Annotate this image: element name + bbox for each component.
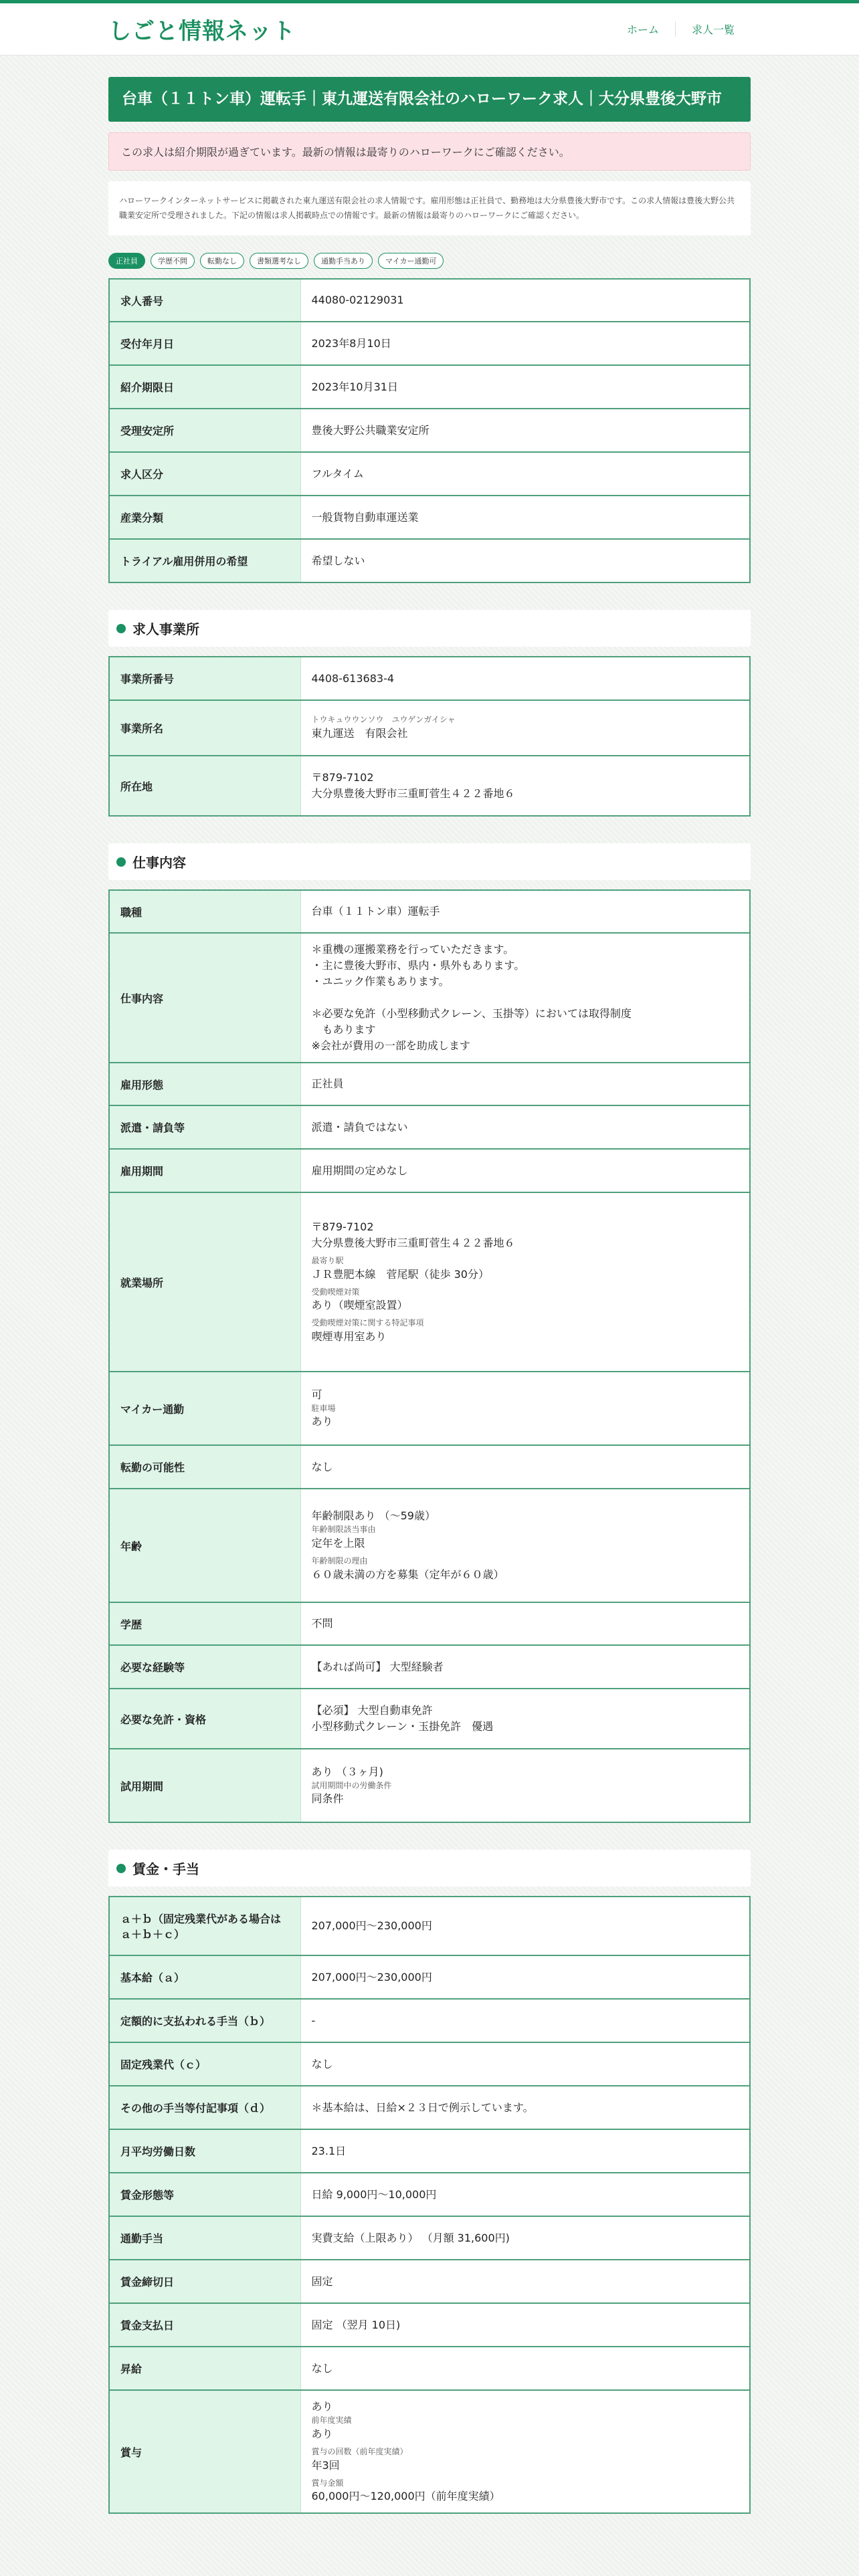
period-value: 雇用期間の定めなし (300, 1149, 750, 1192)
table-row (109, 2260, 750, 2303)
station-value: ＪＲ豊肥本線 菅尾駅（徒歩 30分） (311, 1267, 489, 1281)
row-label: 賃金締切日 (109, 2260, 300, 2303)
bullet-icon (116, 624, 126, 633)
feature-tags (108, 253, 751, 269)
tag-no-document-screening: 書類選考なし (250, 253, 308, 269)
experience-value: 【あれば尚可】 大型経験者 (300, 1645, 750, 1689)
age-case-value: 定年を上限 (311, 1537, 365, 1550)
basic-info-table (108, 278, 751, 583)
content-line: もあります (311, 1023, 376, 1037)
row-label: 産業分類 (109, 496, 300, 539)
row-label: トライアル雇用併用の希望 (109, 539, 300, 582)
car-value: 可 (311, 1388, 322, 1401)
license-required: 【必須】 大型自動車免許 (311, 1704, 433, 1717)
table-row (109, 2390, 750, 2513)
smoke-note-label: 受動喫煙対策に関する特記事項 (311, 1318, 424, 1328)
section-header-job (108, 843, 751, 880)
bonus-cell (300, 2390, 750, 2513)
row-label: 賞与 (109, 2390, 300, 2513)
row-label: 年齢 (109, 1489, 300, 1602)
table-row (109, 322, 750, 365)
bonus-last-label: 前年度実績 (311, 2416, 352, 2426)
table-row (109, 1689, 750, 1749)
smoke-note-value: 喫煙専用室あり (311, 1330, 387, 1344)
table-row (109, 756, 750, 816)
nav-job-list-link[interactable]: 求人一覧 (675, 21, 751, 37)
workplace-zip: 〒879-7102 (311, 1220, 374, 1233)
table-row (109, 1105, 750, 1149)
office-table (108, 656, 751, 817)
bonus-last-value: あり (311, 2427, 333, 2440)
section-title: 仕事内容 (132, 855, 186, 871)
trial-cell (300, 1749, 750, 1822)
table-row (109, 279, 750, 322)
row-value: ＊基本給は、日給×２３日で例示しています。 (300, 2086, 750, 2129)
wage-table (108, 1896, 751, 2514)
table-row (109, 1645, 750, 1689)
license-cell (300, 1689, 750, 1749)
row-value: 実費支給（上限あり） （月額 31,600円) (300, 2216, 750, 2260)
row-value: 23.1日 (300, 2129, 750, 2173)
smoke-label: 受動喫煙対策 (311, 1287, 360, 1297)
row-label: 月平均労働日数 (109, 2129, 300, 2173)
tag-no-education: 学歴不問 (151, 253, 195, 269)
row-label: 学歴 (109, 1602, 300, 1645)
bullet-icon (116, 857, 126, 867)
bonus-amount-label: 賞与金額 (311, 2478, 344, 2488)
table-row (109, 700, 750, 756)
table-row (109, 1999, 750, 2042)
trial-value: あり （３ヶ月) (311, 1765, 383, 1778)
table-row (109, 2129, 750, 2173)
table-row (109, 933, 750, 1063)
job-table (108, 889, 751, 1823)
license-preferred: 小型移動式クレーン・玉掛免許 優遇 (311, 1720, 494, 1733)
row-label: 派遣・請負等 (109, 1105, 300, 1149)
row-label: 求人番号 (109, 279, 300, 322)
table-row (109, 1489, 750, 1602)
table-row (109, 1602, 750, 1645)
dispatch-value: 派遣・請負ではない (300, 1105, 750, 1149)
table-row (109, 496, 750, 539)
trial-cond-value: 同条件 (311, 1792, 344, 1806)
tag-full-time: 正社員 (108, 253, 145, 269)
row-label: 就業場所 (109, 1192, 300, 1372)
workplace-address: 大分県豊後大野市三重町菅生４２２番地６ (311, 1236, 515, 1249)
row-value: 2023年8月10日 (300, 322, 750, 365)
row-label: 試用期間 (109, 1749, 300, 1822)
employment-value: 正社員 (300, 1063, 750, 1105)
row-label: 必要な経験等 (109, 1645, 300, 1689)
table-row (109, 1749, 750, 1822)
table-row (109, 1445, 750, 1489)
section-header-wage (108, 1850, 751, 1887)
row-value: 207,000円〜230,000円 (300, 1897, 750, 1955)
row-value: フルタイム (300, 452, 750, 496)
transfer-value: なし (300, 1445, 750, 1489)
row-label: 所在地 (109, 756, 300, 816)
row-label: 雇用形態 (109, 1063, 300, 1105)
site-logo[interactable]: しごと情報ネット (108, 18, 296, 45)
row-label: 基本給（ａ） (109, 1955, 300, 1999)
content-line: ・主に豊後大野市、県内・県外もあります。 (311, 959, 525, 972)
table-row (109, 1192, 750, 1372)
expired-alert: この求人は紹介期限が過ぎています。最新の情報は最寄りのハローワークにご確認ください。 (108, 132, 751, 171)
table-row (109, 365, 750, 409)
table-row (109, 452, 750, 496)
table-row (109, 1955, 750, 1999)
row-label: 賃金形態等 (109, 2173, 300, 2216)
age-reason-value: ６０歳未満の方を募集（定年が６０歳） (311, 1568, 504, 1581)
row-label: 職種 (109, 890, 300, 933)
row-value: なし (300, 2042, 750, 2086)
row-value: 希望しない (300, 539, 750, 582)
education-value: 不問 (300, 1602, 750, 1645)
content-line: ※会社が費用の一部を助成します (311, 1039, 470, 1053)
content-line: ＊重機の運搬業務を行っていただきます。 (311, 943, 514, 956)
row-label: マイカー通勤 (109, 1372, 300, 1445)
row-label: 雇用期間 (109, 1149, 300, 1192)
row-value: 207,000円〜230,000円 (300, 1955, 750, 1999)
row-label: 求人区分 (109, 452, 300, 496)
office-address: 大分県豊後大野市三重町菅生４２２番地６ (311, 787, 515, 800)
main-content (108, 77, 751, 2514)
section-header-office (108, 610, 751, 647)
table-row (109, 409, 750, 452)
page-title: 台車（１１トン車）運転手｜東九運送有限会社のハローワーク求人｜大分県豊後大野市 (108, 77, 751, 122)
row-label: 定額的に支払われる手当（ｂ） (109, 1999, 300, 2042)
table-row (109, 1372, 750, 1445)
row-label: 転勤の可能性 (109, 1445, 300, 1489)
row-value: - (300, 1999, 750, 2042)
nav-home-link[interactable]: ホーム (626, 23, 659, 36)
row-label: 通勤手当 (109, 2216, 300, 2260)
age-value: 年齢制限あり （〜59歳） (311, 1509, 436, 1523)
job-description-summary: ハローワークインターネットサービスに掲載された東九運送有限会社の求人情報です。雇用形態は正社員で、勤務地は大分県豊後大野市です。この求人情報は豊後大野公共職業安定所で受理されました。下記の情報は求人掲載時点での情報です。最新の情報は最寄りのハローワークにご確認ください。 (108, 181, 751, 236)
bonus-count-label: 賞与の回数（前年度実績） (311, 2446, 408, 2456)
workplace-cell (300, 1192, 750, 1372)
office-name-cell (300, 700, 750, 756)
table-row (109, 2042, 750, 2086)
row-value: 豊後大野公共職業安定所 (300, 409, 750, 452)
row-label: 紹介期限日 (109, 365, 300, 409)
row-label: 昇給 (109, 2347, 300, 2390)
table-row (109, 2347, 750, 2390)
content-spacer (312, 990, 739, 1006)
row-label: 受理安定所 (109, 409, 300, 452)
row-value: 日給 9,000円〜10,000円 (300, 2173, 750, 2216)
bonus-amount-value: 60,000円〜120,000円（前年度実績） (311, 2490, 500, 2503)
row-label: 仕事内容 (109, 933, 300, 1063)
table-row (109, 539, 750, 582)
table-row (109, 657, 750, 700)
table-row (109, 1149, 750, 1192)
row-label: 事業所番号 (109, 657, 300, 700)
tag-car-commute: マイカー通勤可 (378, 253, 444, 269)
row-label: 必要な免許・資格 (109, 1689, 300, 1749)
row-value: 2023年10月31日 (300, 365, 750, 409)
section-title: 賃金・手当 (132, 1861, 199, 1878)
office-number: 4408-613683-4 (300, 657, 750, 700)
bullet-icon (116, 1864, 126, 1873)
office-address-cell (300, 756, 750, 816)
bonus-count-value: 年3回 (311, 2458, 340, 2472)
table-row (109, 2086, 750, 2129)
row-value: 一般貨物自動車運送業 (300, 496, 750, 539)
smoke-value: あり（喫煙室設置） (311, 1299, 408, 1312)
table-row (109, 2303, 750, 2347)
section-title: 求人事業所 (132, 621, 199, 638)
station-label: 最寄り駅 (311, 1255, 344, 1265)
table-row (109, 2216, 750, 2260)
table-row (109, 1897, 750, 1955)
row-value: なし (300, 2347, 750, 2390)
table-row (109, 1063, 750, 1105)
content-line: ・ユニック作業もあります。 (311, 975, 450, 988)
site-header (0, 3, 859, 56)
row-label: その他の手当等付記事項（ｄ） (109, 2086, 300, 2129)
table-row (109, 2173, 750, 2216)
row-value: 固定 （翌月 10日) (300, 2303, 750, 2347)
occupation-value: 台車（１１トン車）運転手 (300, 890, 750, 933)
age-case-label: 年齢制限該当事由 (311, 1525, 376, 1535)
trial-cond-label: 試用期間中の労働条件 (311, 1780, 392, 1790)
row-value: 固定 (300, 2260, 750, 2303)
row-label: 受付年月日 (109, 322, 300, 365)
content-line: ＊必要な免許（小型移動式クレーン、玉掛等）においては取得制度 (311, 1007, 632, 1021)
row-label: ａ＋ｂ（固定残業代がある場合はａ＋ｂ＋ｃ） (109, 1897, 300, 1955)
age-reason-label: 年齢制限の理由 (311, 1556, 368, 1566)
age-cell (300, 1489, 750, 1602)
car-cell (300, 1372, 750, 1445)
row-label: 固定残業代（ｃ） (109, 2042, 300, 2086)
office-name-kana: トウキュウウンソウ ユウゲンガイシャ (311, 715, 456, 725)
row-value: 44080-02129031 (300, 279, 750, 322)
row-label: 賃金支払日 (109, 2303, 300, 2347)
tag-no-transfer: 転勤なし (200, 253, 244, 269)
main-nav (611, 21, 751, 37)
table-row (109, 890, 750, 933)
parking-label: 駐車場 (311, 1403, 336, 1413)
row-label: 事業所名 (109, 700, 300, 756)
office-zip: 〒879-7102 (311, 771, 374, 784)
office-name: 東九運送 有限会社 (311, 726, 408, 740)
bonus-value: あり (311, 2400, 333, 2413)
parking-value: あり (311, 1415, 333, 1428)
job-content-cell (300, 933, 750, 1063)
tag-commute-allowance: 通勤手当あり (314, 253, 373, 269)
